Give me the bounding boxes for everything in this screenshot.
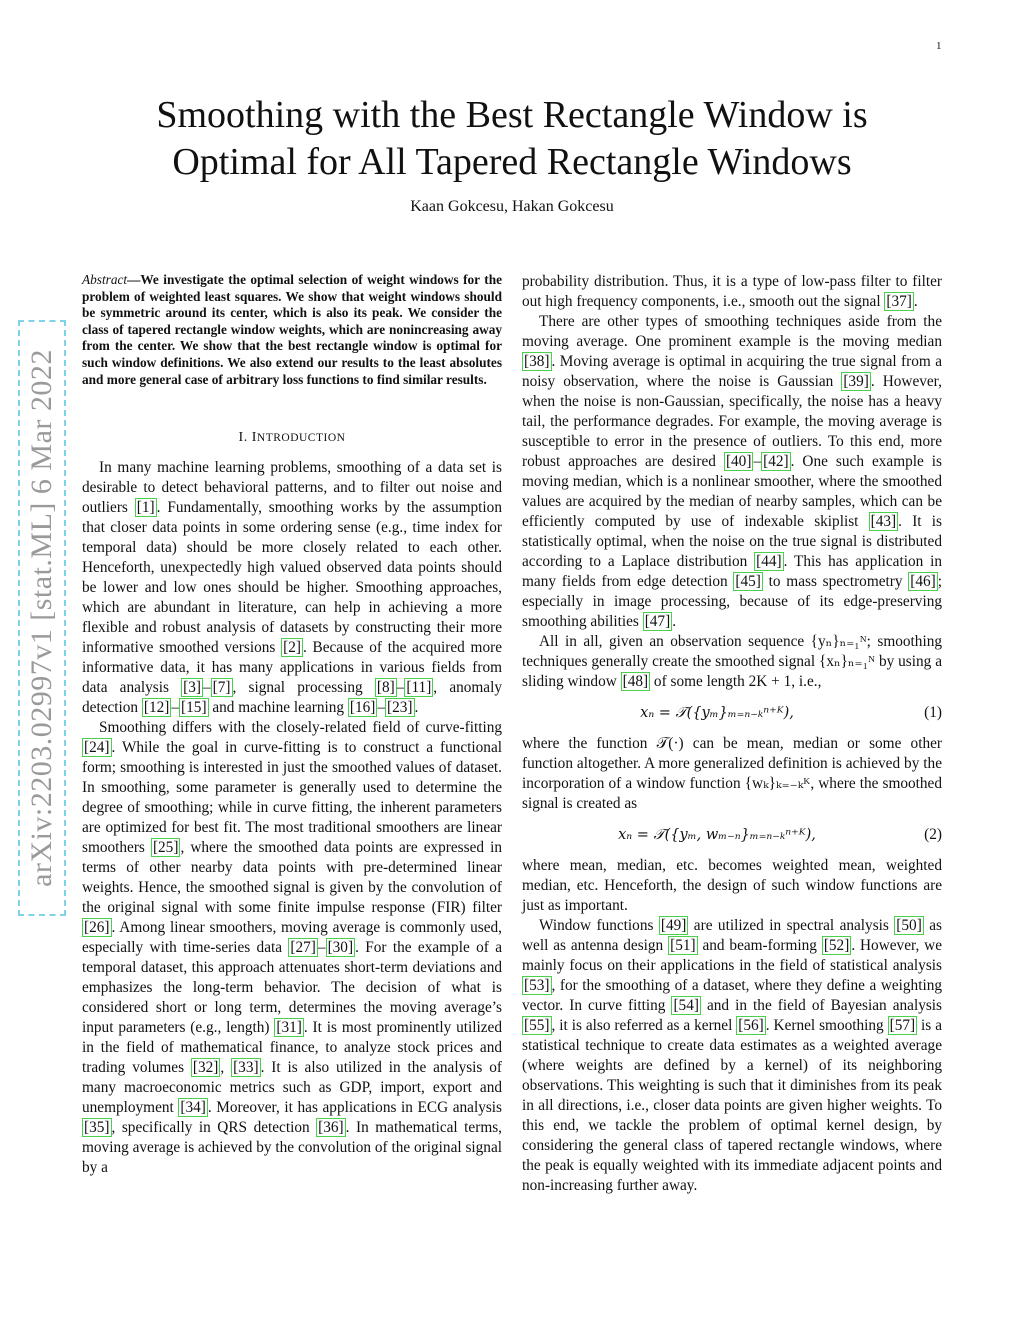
paragraph-continuation	[522, 272, 942, 312]
text-run: are utilized in spectral analysis	[688, 917, 895, 934]
text-run: . Because of the acquired more informative data, it has many applications in various fields from data analysis	[82, 639, 502, 697]
citation-link[interactable]: [2]	[283, 639, 301, 657]
equation-1-number: (1)	[924, 704, 942, 721]
citation-link[interactable]: [37]	[886, 293, 912, 310]
citation-link[interactable]: [42]	[763, 453, 789, 470]
citation-link[interactable]: [43]	[870, 513, 897, 530]
text-run: . In mathematical terms, moving average is achieved by the convolution of the original signal by a	[82, 1119, 502, 1177]
equation-1	[522, 698, 942, 728]
citation-link[interactable]: [38]	[524, 353, 550, 370]
abstract-text: —We investigate the optimal selection of weight windows for the problem of weighted least squares. We show that weight windows should be symmetric around its center, which is also its peak. We consider the class of tapered rectangle window weights, which are nonincreasing away from the center. We show that the best rectangle window is optimal for such window definitions. We also extend our results to the least absolutes and more general case of arbitrary loss functions to find similar results.	[82, 272, 502, 387]
citation-link[interactable]: [26]	[84, 919, 110, 937]
abstract	[82, 272, 502, 388]
text-run: . It is statistically optimal, when the noise on the true signal is distributed according to a Laplace distribution	[522, 513, 942, 570]
section-title	[252, 430, 346, 445]
citation-link[interactable]: [46]	[910, 573, 936, 590]
arxiv-stamp	[18, 320, 66, 916]
intro-paragraph-1	[82, 458, 502, 718]
citation-link[interactable]: [24]	[84, 739, 110, 757]
citation-link[interactable]: [50]	[896, 917, 922, 934]
citation-link[interactable]: [3]	[183, 679, 201, 697]
equation-2-number: (2)	[924, 826, 942, 843]
intro-paragraph-2	[82, 718, 502, 1178]
citation-link[interactable]: [16]	[349, 699, 376, 717]
text-run: . One such example is moving median, which is a nonlinear smoother, where the smoothed values are acquired by the median of nearby samples, which can be efficiently computed by use of indexable skiplist	[522, 453, 942, 530]
paragraph-window-function	[522, 734, 942, 814]
citation-link[interactable]: [52]	[823, 937, 850, 954]
authors: Kaan Gokcesu, Hakan Gokcesu	[410, 198, 614, 215]
citation-link[interactable]: [48]	[622, 673, 649, 690]
left-column	[82, 272, 502, 1178]
text-run: .	[672, 613, 677, 630]
text-run: is a statistical technique to create data estimates as a weighted average (where weights are defined by a kernel) of its neighboring observations. This weighting is such that it diminishes from its peak in all directions, i.e., closer data points are given higher weights. To this end, we tackle the problem of optimal kernel design, by considering the general class of tapered rectangle windows, where the peak is equally weighted with its immediate adjacent points and non-increasing further away.	[522, 1017, 942, 1194]
citation-link[interactable]: [45]	[735, 573, 761, 590]
section-number: I.	[238, 430, 248, 446]
text-run: All in all, given an observation sequence {yₙ}ₙ₌₁ᴺ; smoothing techniques generally create the smoothed signal {xₙ}ₙ₌₁ᴺ by using a sliding window	[522, 633, 942, 690]
text-run: .	[414, 699, 419, 717]
text-run: There are other types of smoothing techniques aside from the moving average. One prominent example is the moving median	[522, 313, 942, 350]
citation-link[interactable]: [11]	[406, 679, 432, 697]
citation-link[interactable]: [49]	[660, 917, 687, 934]
text-run: . It is also utilized in the analysis of many macroeconomic metrics such as GDP, import, export and unemployment	[82, 1059, 502, 1117]
text-run: –	[377, 699, 386, 717]
text-run: .	[913, 293, 918, 310]
section-title-initial: I	[251, 430, 257, 446]
citation-link[interactable]: [44]	[756, 553, 782, 570]
section-title-rest: NTRODUCTION	[256, 432, 346, 445]
paragraph-weighted-mean	[522, 856, 942, 916]
text-run: , for the smoothing of a dataset, where they define a weighting vector. In curve fitting	[522, 977, 942, 1014]
text-run: . However, we mainly focus on their applications in the field of statistical analysis	[522, 937, 942, 974]
equation-1-formula: xₙ = 𝒯({yₘ}ₘ₌ₙ₋ₖⁿ⁺ᴷ),	[640, 705, 794, 721]
section-heading	[82, 428, 502, 448]
text-run: . Kernel smoothing	[765, 1017, 888, 1034]
text-run: , where the smoothed data points are expressed in terms of other nearby data points with pre-determined linear weights. Hence, the smoothed signal is given by the convolution of the original signal with some finite impulse response (FIR) filter	[82, 839, 502, 917]
citation-link[interactable]: [36]	[318, 1119, 344, 1137]
text-run: . Moreover, it has applications in ECG analysis	[207, 1099, 503, 1117]
text-run: In many machine learning problems, smoothing of a data set is desirable to detect behavioral patterns, and to filter out noise and outliers	[82, 459, 502, 517]
text-run: , anomaly detection	[82, 679, 502, 717]
citation-link[interactable]: [33]	[233, 1059, 259, 1077]
text-run: Smoothing differs with the closely-related field of curve-fitting	[99, 719, 502, 737]
text-run: of some length 2K + 1, i.e.,	[650, 673, 822, 690]
citation-link[interactable]: [31]	[276, 1019, 302, 1037]
text-run: –	[317, 939, 326, 957]
citation-link[interactable]: [15]	[181, 699, 207, 717]
citation-link[interactable]: [39]	[843, 373, 869, 390]
equation-2-formula: xₙ = 𝒯({yₘ, wₘ₋ₙ}ₘ₌ₙ₋ₖⁿ⁺ᴷ),	[618, 827, 816, 843]
page-number: 1	[936, 40, 942, 52]
text-run: ; especially in image processing, because of its edge-preserving smoothing abilities	[522, 573, 942, 630]
citation-link[interactable]: [40]	[725, 453, 752, 470]
text-run: to mass spectrometry	[762, 573, 909, 590]
title-line-1: Smoothing with the Best Rectangle Window is	[156, 94, 868, 136]
text-run: . It is most prominently utilized in the field of mathematical finance, to analyze stock prices and trading volumes	[82, 1019, 502, 1077]
text-run: –	[203, 679, 211, 697]
citation-link[interactable]: [34]	[180, 1099, 206, 1117]
text-run: –	[396, 679, 405, 697]
citation-link[interactable]: [25]	[152, 839, 179, 857]
text-run: , it is also referred as a kernel	[551, 1017, 737, 1034]
text-run: . While the goal in curve-fitting is to construct a functional form; smoothing is interested in just the smoothed values of dataset. In smoothing, some parameter is generally used to determine the degree of smoothing; while in curve fitting, the inherent parameters are optimized for best fit. The most traditional smoothers are linear smoothers	[82, 739, 502, 857]
equation-2	[522, 820, 942, 850]
citation-link[interactable]: [8]	[376, 679, 395, 697]
paragraph-moving-median	[522, 312, 942, 632]
text-run: as well as antenna design	[522, 917, 942, 954]
text-run: . However, when the noise is non-Gaussian, specifically, the noise has a heavy tail, the performance degrades. For example, the moving average is susceptible to error in the presence of outliers. To this end, more robust approaches are desired	[522, 373, 942, 470]
text-run: , specifically in QRS detection	[111, 1119, 317, 1137]
citation-link[interactable]: [54]	[673, 997, 699, 1014]
text-run: –	[171, 699, 180, 717]
citation-link[interactable]: [47]	[644, 613, 671, 630]
text-run: and in the field of Bayesian analysis	[700, 997, 942, 1014]
title-line-2: Optimal for All Tapered Rectangle Windows	[172, 141, 852, 183]
text-run: where mean, median, etc. becomes weighted mean, weighted median, etc. Henceforth, the design of such window functions are just as important.	[522, 857, 942, 914]
text-run: and beam-forming	[697, 937, 822, 954]
text-run: and machine learning	[208, 699, 348, 717]
paragraph-window-functions	[522, 916, 942, 1196]
paper-title	[80, 92, 944, 186]
text-run: . Moving average is optimal in acquiring the true signal from a noisy observation, where the noise is Gaussian	[522, 353, 942, 390]
citation-link[interactable]: [27]	[290, 939, 316, 957]
citation-link[interactable]: [51]	[670, 937, 696, 954]
abstract-label: Abstract	[82, 272, 128, 287]
citation-link[interactable]: [7]	[212, 679, 231, 697]
citation-link[interactable]: [55]	[524, 1017, 550, 1034]
citation-link[interactable]: [57]	[889, 1017, 916, 1034]
citation-link[interactable]: [1]	[136, 499, 155, 517]
text-run: Window functions	[539, 917, 659, 934]
citation-link[interactable]: [35]	[84, 1119, 110, 1137]
text-run: . For the example of a temporal dataset, this approach attenuates short-term deviations and emphasizes the long-term behavior. The decision of what is considered short or long term, determines the moving average’s input parameters (e.g., length)	[82, 939, 502, 1037]
text-run: where the function 𝒯(·) can be mean, median or some other function altogether. A more generalized definition is achieved by the incorporation of a window function {wₖ}ₖ₌₋ₖᴷ, where the smoothed signal is created as	[522, 735, 942, 812]
text-run: probability distribution. Thus, it is a type of low-pass filter to filter out high frequency components, i.e., smooth out the signal	[522, 273, 942, 310]
text-run: . This has application in many fields from edge detection	[522, 553, 942, 590]
citation-link[interactable]: [32]	[192, 1059, 219, 1077]
citation-link[interactable]: [30]	[327, 939, 354, 957]
text-run: , signal processing	[232, 679, 375, 697]
text-run: ,	[220, 1059, 232, 1077]
text-run: . Fundamentally, smoothing works by the assumption that closer data points in some ordering sense (e.g., time index for temporal data) should be more closely related to each other. Henceforth, unexpectedly high valued observed data points should be lower and low ones should be higher. Smoothing approaches, which are abundant in literature, can help in achieving a more flexible and robust analysis of datasets by constructing their more informative smoothed versions	[82, 499, 502, 657]
text-run: –	[753, 453, 762, 470]
right-column	[522, 272, 942, 1196]
citation-link[interactable]: [56]	[738, 1017, 764, 1034]
paragraph-sliding-window	[522, 632, 942, 692]
arxiv-stamp-text: arXiv:2203.02997v1 [stat.ML] 6 Mar 2022	[25, 349, 58, 887]
citation-link[interactable]: [23]	[387, 699, 413, 717]
citation-link[interactable]: [12]	[143, 699, 170, 717]
citation-link[interactable]: [53]	[524, 977, 550, 994]
text-run: . Among linear smoothers, moving average is commonly used, especially with time-series data	[82, 919, 502, 957]
